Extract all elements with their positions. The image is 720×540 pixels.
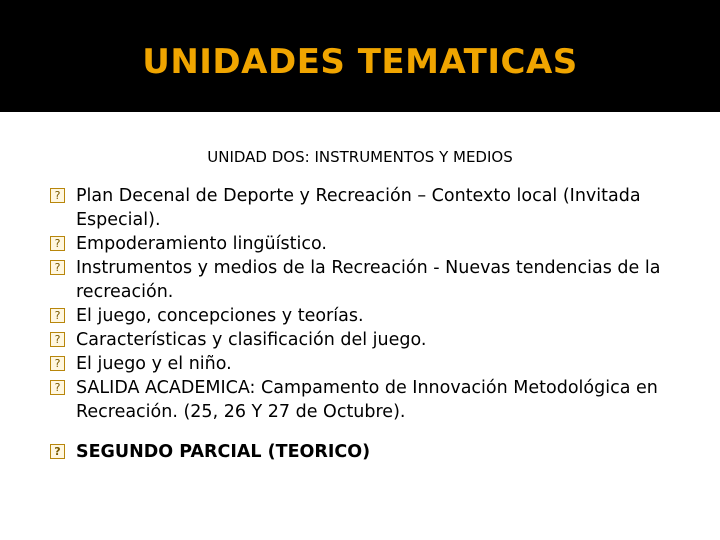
bullet-box-icon: ? [50, 332, 65, 347]
list-item-text: Empoderamiento lingüístico. [76, 234, 327, 254]
list-item-text: SALIDA ACADEMICA: Campamento de Innovación Metodológica en Recreación. (25, 26 Y 27 de Octubre). [76, 378, 658, 422]
bullet-box-icon: ? [50, 236, 65, 251]
list-item-text: Plan Decenal de Deporte y Recreación – Contexto local (Invitada Especial). [76, 186, 641, 230]
slide-title: UNIDADES TEMATICAS [142, 42, 578, 82]
bullet-box-icon: ? [50, 260, 65, 275]
list-item [50, 232, 690, 256]
bullet-box-icon: ? [50, 308, 65, 323]
list-item [50, 304, 690, 328]
list-item [50, 352, 690, 376]
topic-list [50, 184, 690, 424]
bullet-box-icon: ? [50, 188, 65, 203]
list-item-text: El juego y el niño. [76, 354, 232, 374]
list-item-text: El juego, concepciones y teorías. [76, 306, 364, 326]
bullet-box-icon: ? [50, 444, 65, 459]
list-item [50, 328, 690, 352]
bullet-box-icon: ? [50, 356, 65, 371]
final-item-text: SEGUNDO PARCIAL (TEORICO) [76, 442, 371, 462]
list-item [50, 184, 690, 232]
slide-subtitle: UNIDAD DOS: INSTRUMENTOS Y MEDIOS [207, 148, 513, 166]
list-item [50, 376, 690, 424]
list-item-text: Características y clasificación del juego. [76, 330, 427, 350]
bullet-box-icon: ? [50, 380, 65, 395]
list-item-text: Instrumentos y medios de la Recreación - Nuevas tendencias de la recreación. [76, 258, 661, 302]
list-item [50, 256, 690, 304]
final-item [50, 440, 716, 464]
